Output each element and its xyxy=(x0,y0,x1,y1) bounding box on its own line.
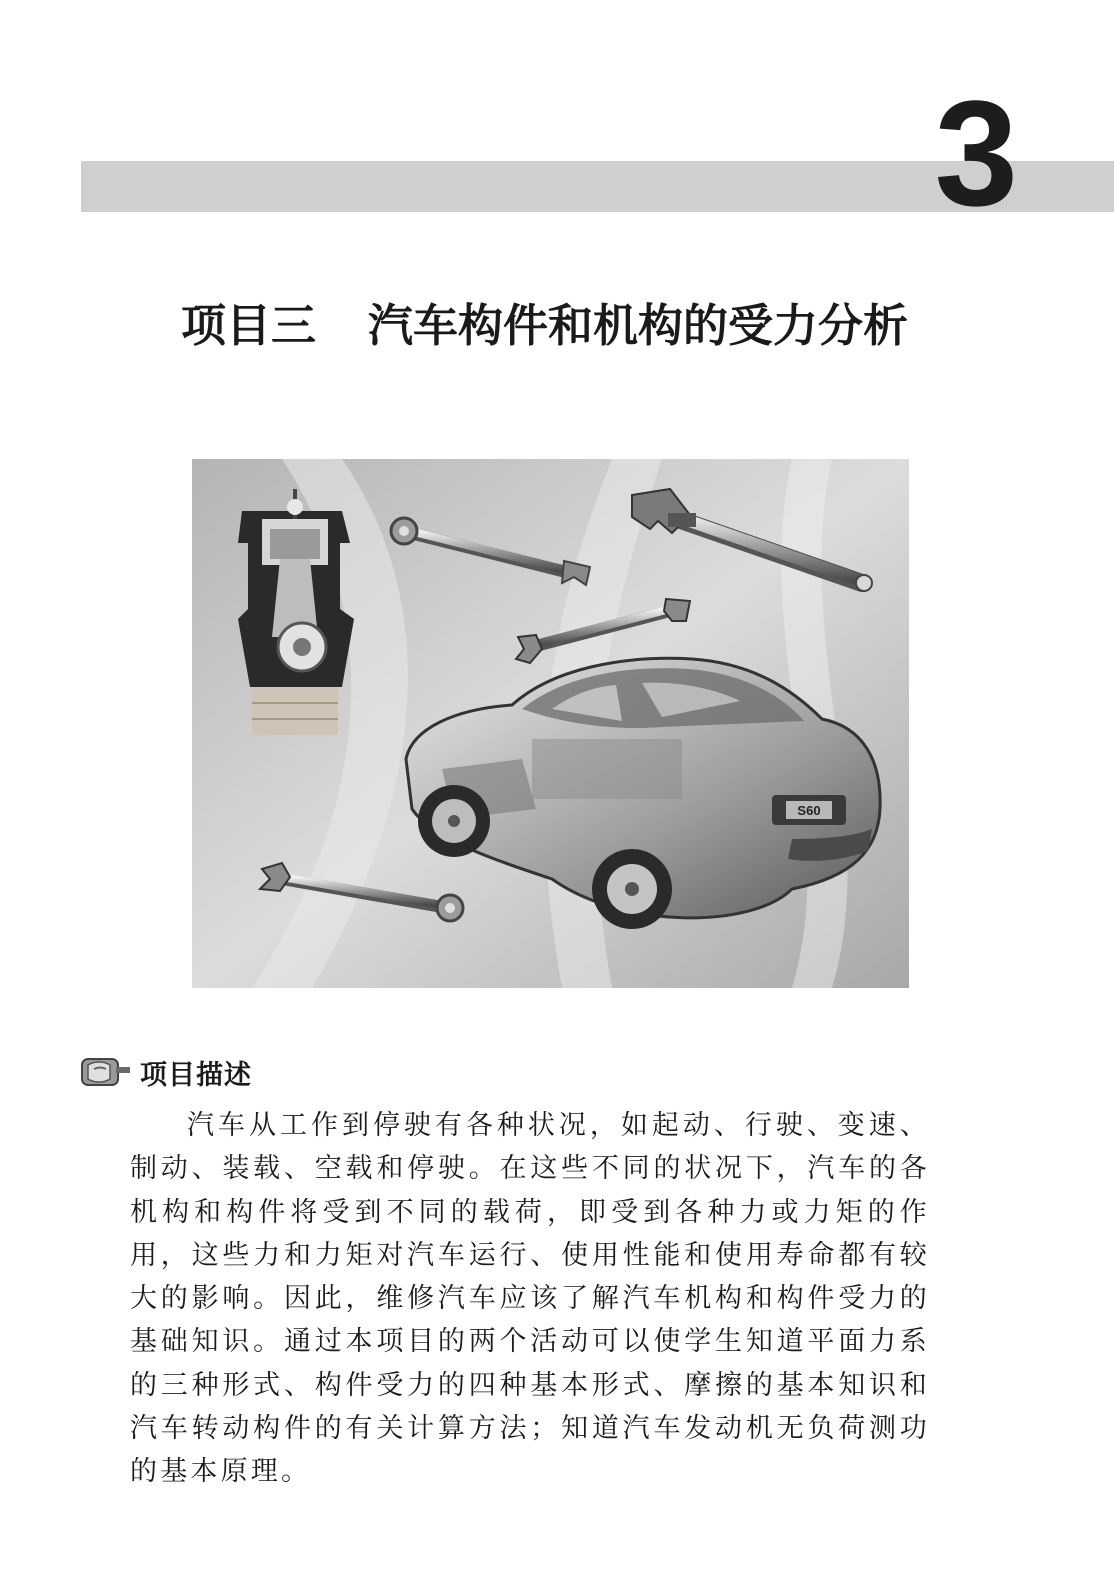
pointing-hand-icon xyxy=(80,1053,132,1091)
title-main: 汽车构件和机构的受力分析 xyxy=(368,299,909,352)
piston-icon xyxy=(238,489,354,735)
chapter-number: 3 xyxy=(934,69,1018,237)
section-heading xyxy=(80,1050,252,1094)
section-heading-label: 项目描述 xyxy=(140,1059,252,1091)
page-title xyxy=(181,296,1041,356)
car-badge: S60 xyxy=(797,803,821,818)
section-paragraph: 汽车从工作到停驶有各种状况，如起动、行驶、变速、制动、装载、空载和停驶。在这些不同的状况下，汽车的各机构和构件将受到不同的载荷，即受到各种力或力矩的作用，这些力和力矩对汽车运行、使用性能和使用寿命都有较大的影响。因此，维修汽车应该了解汽车机构和构件受力的基础知识。通过本项目的两个活动可以使学生知道平面力系的三种形式、构件受力的四种基本形式、摩擦的基本知识和汽车转动构件的有关计算方法；知道汽车发动机无负荷测功的基本原理。 xyxy=(130,1110,930,1488)
title-prefix: 项目三 xyxy=(181,299,317,352)
chapter-illustration xyxy=(192,459,909,988)
